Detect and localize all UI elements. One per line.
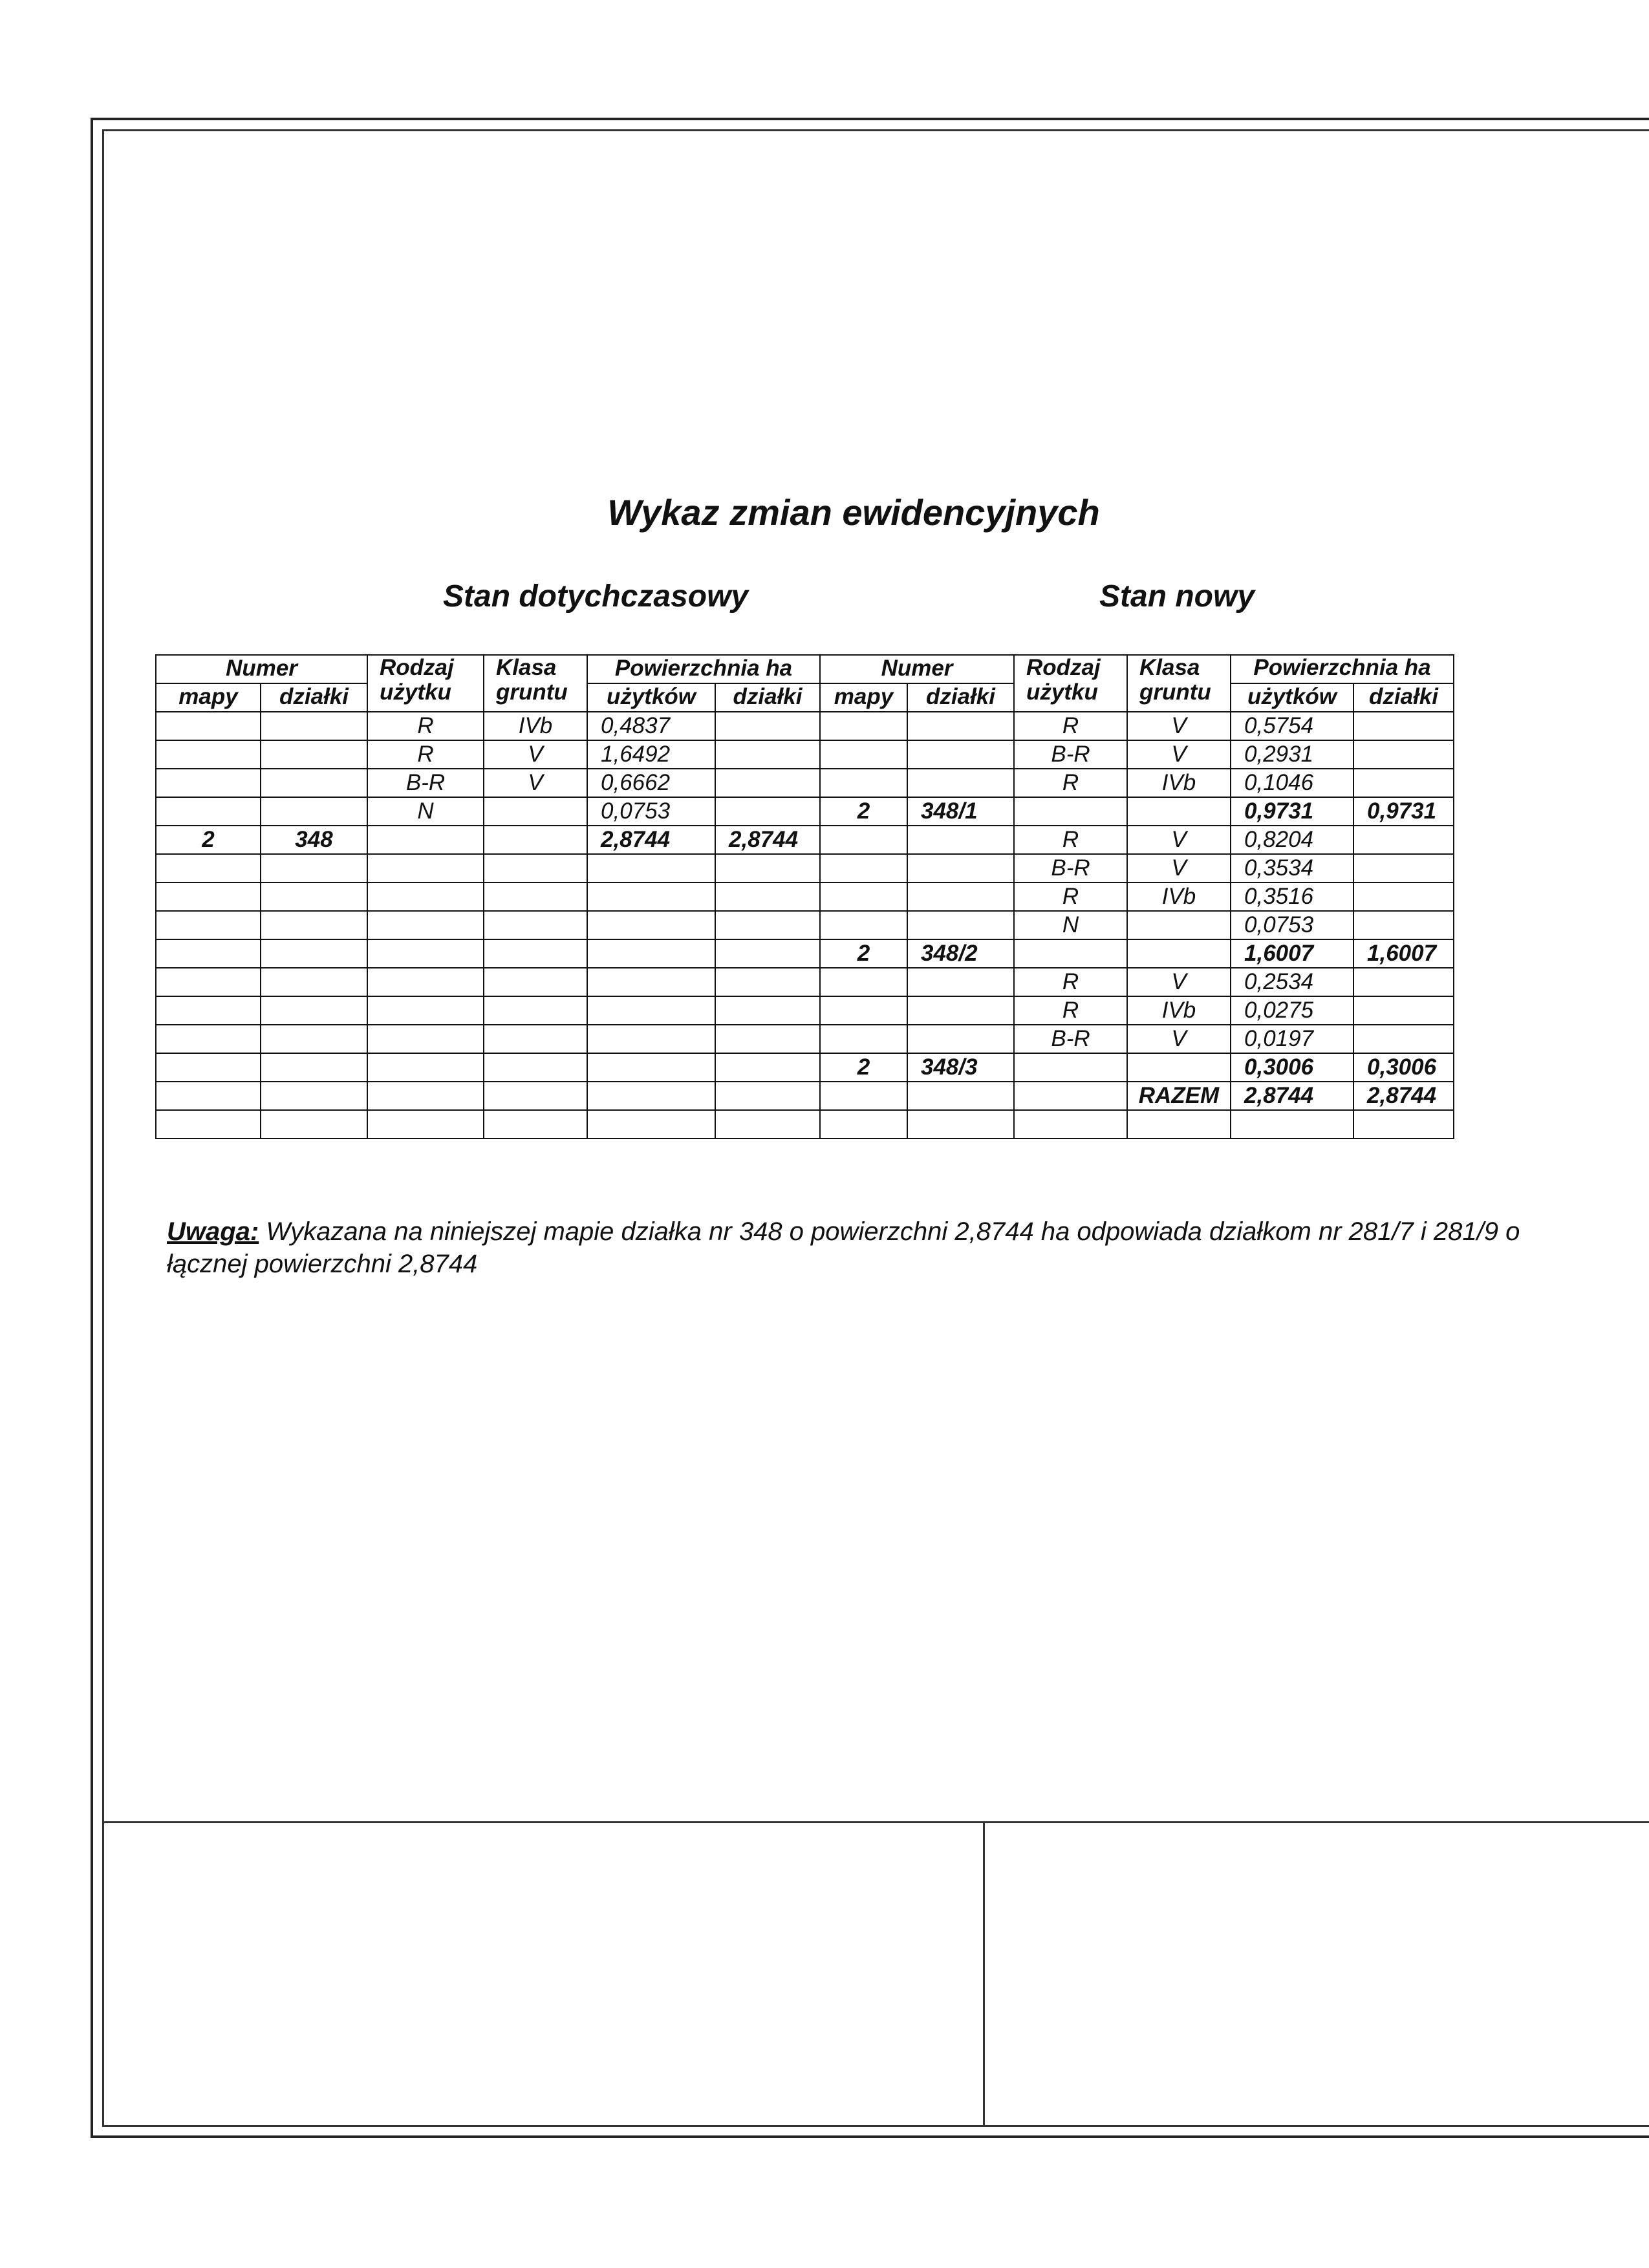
- cell-old-dzialki-pow: [715, 1025, 820, 1053]
- cell-new-mapy: 2: [820, 797, 907, 826]
- cell-old-klasa: [484, 1053, 587, 1082]
- cell-new-rodzaj: R: [1014, 712, 1127, 740]
- cell-new-mapy: [820, 968, 907, 996]
- cell-old-rodzaj: [367, 1025, 484, 1053]
- cell-old-uzytkow: 0,6662: [587, 769, 715, 797]
- cell-old-dzialki: [261, 740, 367, 769]
- header-dzialki-new: działki: [907, 683, 1014, 712]
- cell-old-uzytkow: [587, 968, 715, 996]
- cell-new-klasa: IVb: [1127, 769, 1231, 797]
- cell-new-dzialki-pow: 2,8744: [1353, 1082, 1454, 1110]
- cell-old-klasa: IVb: [484, 712, 587, 740]
- cell-old-dzialki-pow: [715, 1053, 820, 1082]
- cell-new-dzialki-pow: [1353, 826, 1454, 854]
- table-row: [156, 712, 1454, 740]
- cell-old-klasa: [484, 1082, 587, 1110]
- table-row: [156, 911, 1454, 939]
- cell-old-mapy: [156, 911, 261, 939]
- cell-new-klasa: V: [1127, 826, 1231, 854]
- cell-old-uzytkow: 0,0753: [587, 797, 715, 826]
- cell-new-uzytkow: 0,2931: [1231, 740, 1353, 769]
- cell-old-mapy: [156, 1025, 261, 1053]
- title-block-divider: [102, 1821, 1649, 1823]
- cell-old-dzialki-pow: [715, 769, 820, 797]
- header-row-2: [156, 683, 1454, 712]
- cell-new-dzialki: 348/2: [907, 939, 1014, 968]
- cell-old-klasa: [484, 939, 587, 968]
- cell-old-klasa: [484, 883, 587, 911]
- cell-old-dzialki-pow: [715, 911, 820, 939]
- cell-old-rodzaj: R: [367, 712, 484, 740]
- table-row: [156, 939, 1454, 968]
- cell-new-klasa: [1127, 1110, 1231, 1139]
- cell-old-uzytkow: [587, 996, 715, 1025]
- cell-old-rodzaj: R: [367, 740, 484, 769]
- cell-old-dzialki: [261, 854, 367, 883]
- cell-old-dzialki-pow: [715, 883, 820, 911]
- cell-new-dzialki-pow: [1353, 740, 1454, 769]
- cell-old-mapy: 2: [156, 826, 261, 854]
- cell-new-mapy: 2: [820, 939, 907, 968]
- cell-old-dzialki: [261, 911, 367, 939]
- cell-new-rodzaj: R: [1014, 883, 1127, 911]
- table-row: [156, 1025, 1454, 1053]
- table-row: [156, 826, 1454, 854]
- cell-new-dzialki-pow: 0,9731: [1353, 797, 1454, 826]
- cell-new-rodzaj: [1014, 1053, 1127, 1082]
- header-powierzchnia-new: Powierzchnia ha: [1231, 655, 1454, 683]
- cell-new-uzytkow: 2,8744: [1231, 1082, 1353, 1110]
- header-powierzchnia-old: Powierzchnia ha: [587, 655, 820, 683]
- cell-new-mapy: [820, 911, 907, 939]
- cell-new-dzialki: [907, 712, 1014, 740]
- header-numer-new: Numer: [820, 655, 1014, 683]
- cell-old-dzialki-pow: [715, 854, 820, 883]
- cell-old-rodzaj: [367, 1110, 484, 1139]
- cell-new-rodzaj: R: [1014, 826, 1127, 854]
- cell-old-uzytkow: 2,8744: [587, 826, 715, 854]
- cell-old-uzytkow: [587, 1053, 715, 1082]
- cell-new-uzytkow: 0,0753: [1231, 911, 1353, 939]
- cell-new-uzytkow: 0,5754: [1231, 712, 1353, 740]
- cell-new-rodzaj: B-R: [1014, 740, 1127, 769]
- cell-new-mapy: [820, 769, 907, 797]
- cell-old-dzialki: 348: [261, 826, 367, 854]
- cell-new-rodzaj: B-R: [1014, 1025, 1127, 1053]
- cell-old-mapy: [156, 1082, 261, 1110]
- header-dzialki-pow-new: działki: [1353, 683, 1454, 712]
- cell-new-klasa: [1127, 1053, 1231, 1082]
- header-rodzaj-old: Rodzaj użytku: [367, 655, 484, 712]
- cell-new-uzytkow: 0,3516: [1231, 883, 1353, 911]
- cell-new-rodzaj: [1014, 1082, 1127, 1110]
- note-text: Wykazana na niniejszej mapie działka nr 348 o powierzchni 2,8744 ha odpowiada działkom nr 281/7 i 281/9 o łącznej powierzchni 2,8744: [167, 1217, 1520, 1278]
- cell-new-uzytkow: 0,2534: [1231, 968, 1353, 996]
- cell-old-uzytkow: [587, 1082, 715, 1110]
- cell-new-rodzaj: B-R: [1014, 854, 1127, 883]
- cell-old-rodzaj: [367, 996, 484, 1025]
- table-row: [156, 996, 1454, 1025]
- cell-new-mapy: [820, 826, 907, 854]
- title-block-separator: [983, 1823, 985, 2127]
- cell-new-mapy: [820, 854, 907, 883]
- table-row: [156, 854, 1454, 883]
- cell-old-uzytkow: [587, 911, 715, 939]
- cell-old-rodzaj: [367, 911, 484, 939]
- cell-new-rodzaj: R: [1014, 968, 1127, 996]
- cell-old-mapy: [156, 939, 261, 968]
- cell-new-uzytkow: 0,0275: [1231, 996, 1353, 1025]
- cell-old-rodzaj: N: [367, 797, 484, 826]
- table-row: [156, 740, 1454, 769]
- header-mapy-new: mapy: [820, 683, 907, 712]
- cell-new-rodzaj: R: [1014, 996, 1127, 1025]
- table-row: [156, 968, 1454, 996]
- header-row-1: [156, 655, 1454, 683]
- cell-new-dzialki: [907, 740, 1014, 769]
- cell-old-dzialki: [261, 1082, 367, 1110]
- cell-old-dzialki: [261, 712, 367, 740]
- cell-new-dzialki: [907, 1082, 1014, 1110]
- cell-new-uzytkow: 0,3534: [1231, 854, 1353, 883]
- cell-old-rodzaj: [367, 883, 484, 911]
- header-mapy-old: mapy: [156, 683, 261, 712]
- cell-old-rodzaj: B-R: [367, 769, 484, 797]
- stan-dotychczasowy-heading: Stan dotychczasowy: [443, 579, 749, 614]
- cell-old-rodzaj: [367, 968, 484, 996]
- cell-new-klasa: V: [1127, 712, 1231, 740]
- cell-new-rodzaj: [1014, 797, 1127, 826]
- cell-new-dzialki-pow: [1353, 769, 1454, 797]
- cell-new-dzialki-pow: [1353, 854, 1454, 883]
- cell-old-uzytkow: [587, 939, 715, 968]
- cell-old-klasa: [484, 1110, 587, 1139]
- cell-old-dzialki-pow: [715, 996, 820, 1025]
- cell-old-dzialki-pow: [715, 797, 820, 826]
- cell-new-klasa: [1127, 911, 1231, 939]
- cell-old-dzialki: [261, 1053, 367, 1082]
- cell-old-dzialki: [261, 939, 367, 968]
- table-row: [156, 1110, 1454, 1139]
- cell-new-klasa: RAZEM: [1127, 1082, 1231, 1110]
- changes-table: [155, 654, 1454, 1139]
- cell-new-dzialki: [907, 1025, 1014, 1053]
- cell-old-klasa: [484, 911, 587, 939]
- header-dzialki-pow-old: działki: [715, 683, 820, 712]
- cell-old-uzytkow: [587, 883, 715, 911]
- cell-old-mapy: [156, 854, 261, 883]
- header-uzytkow-new: użytków: [1231, 683, 1353, 712]
- note: [167, 1215, 1525, 1280]
- cell-new-dzialki: [907, 883, 1014, 911]
- cell-old-dzialki: [261, 797, 367, 826]
- cell-old-mapy: [156, 996, 261, 1025]
- header-dzialki-old: działki: [261, 683, 367, 712]
- cell-old-uzytkow: 0,4837: [587, 712, 715, 740]
- cell-new-klasa: V: [1127, 740, 1231, 769]
- stan-nowy-heading: Stan nowy: [1099, 579, 1255, 614]
- cell-new-dzialki: [907, 911, 1014, 939]
- cell-old-dzialki: [261, 769, 367, 797]
- cell-new-dzialki-pow: [1353, 968, 1454, 996]
- cell-new-klasa: IVb: [1127, 883, 1231, 911]
- cell-old-dzialki-pow: [715, 740, 820, 769]
- cell-new-mapy: [820, 1025, 907, 1053]
- cell-old-mapy: [156, 968, 261, 996]
- cell-new-uzytkow: [1231, 1110, 1353, 1139]
- cell-new-uzytkow: 0,3006: [1231, 1053, 1353, 1082]
- cell-new-uzytkow: 0,8204: [1231, 826, 1353, 854]
- cell-old-dzialki-pow: [715, 1082, 820, 1110]
- header-uzytkow-old: użytków: [587, 683, 715, 712]
- cell-new-klasa: [1127, 797, 1231, 826]
- cell-new-klasa: V: [1127, 1025, 1231, 1053]
- cell-old-rodzaj: [367, 939, 484, 968]
- cell-new-rodzaj: [1014, 1110, 1127, 1139]
- cell-old-uzytkow: [587, 854, 715, 883]
- cell-old-mapy: [156, 883, 261, 911]
- cell-new-dzialki: [907, 968, 1014, 996]
- cell-old-klasa: V: [484, 740, 587, 769]
- cell-new-dzialki-pow: 0,3006: [1353, 1053, 1454, 1082]
- cell-old-mapy: [156, 769, 261, 797]
- table-row: [156, 769, 1454, 797]
- cell-old-mapy: [156, 797, 261, 826]
- cell-old-dzialki-pow: [715, 1110, 820, 1139]
- cell-new-klasa: V: [1127, 854, 1231, 883]
- cell-new-mapy: [820, 883, 907, 911]
- cell-old-dzialki-pow: [715, 939, 820, 968]
- cell-new-dzialki: 348/1: [907, 797, 1014, 826]
- cell-new-mapy: [820, 996, 907, 1025]
- cell-new-uzytkow: 0,0197: [1231, 1025, 1353, 1053]
- cell-new-dzialki: [907, 769, 1014, 797]
- cell-old-dzialki: [261, 1025, 367, 1053]
- cell-new-dzialki: [907, 1110, 1014, 1139]
- cell-new-rodzaj: N: [1014, 911, 1127, 939]
- cell-old-uzytkow: [587, 1110, 715, 1139]
- cell-new-rodzaj: R: [1014, 769, 1127, 797]
- cell-new-uzytkow: 0,9731: [1231, 797, 1353, 826]
- cell-new-dzialki: [907, 826, 1014, 854]
- cell-old-klasa: V: [484, 769, 587, 797]
- header-numer-old: Numer: [156, 655, 367, 683]
- cell-new-dzialki-pow: [1353, 883, 1454, 911]
- cell-new-dzialki: [907, 854, 1014, 883]
- cell-old-klasa: [484, 826, 587, 854]
- cell-new-dzialki-pow: [1353, 1025, 1454, 1053]
- cell-new-mapy: 2: [820, 1053, 907, 1082]
- table-row: [156, 1053, 1454, 1082]
- cell-old-mapy: [156, 1053, 261, 1082]
- cell-new-rodzaj: [1014, 939, 1127, 968]
- cell-new-dzialki-pow: [1353, 996, 1454, 1025]
- cell-new-klasa: IVb: [1127, 996, 1231, 1025]
- cell-new-mapy: [820, 740, 907, 769]
- cell-old-dzialki: [261, 996, 367, 1025]
- cell-new-uzytkow: 1,6007: [1231, 939, 1353, 968]
- cell-new-dzialki-pow: [1353, 911, 1454, 939]
- cell-old-mapy: [156, 1110, 261, 1139]
- cell-old-uzytkow: 1,6492: [587, 740, 715, 769]
- cell-old-rodzaj: [367, 1082, 484, 1110]
- cell-new-uzytkow: 0,1046: [1231, 769, 1353, 797]
- cell-old-rodzaj: [367, 1053, 484, 1082]
- cell-old-mapy: [156, 712, 261, 740]
- cell-new-dzialki: 348/3: [907, 1053, 1014, 1082]
- cell-new-dzialki: [907, 996, 1014, 1025]
- cell-new-mapy: [820, 1082, 907, 1110]
- cell-old-rodzaj: [367, 854, 484, 883]
- cell-new-mapy: [820, 712, 907, 740]
- table-row: [156, 1082, 1454, 1110]
- cell-old-dzialki-pow: 2,8744: [715, 826, 820, 854]
- header-rodzaj-new: Rodzaj użytku: [1014, 655, 1127, 712]
- cell-old-klasa: [484, 968, 587, 996]
- cell-new-klasa: V: [1127, 968, 1231, 996]
- document-title: Wykaz zmian ewidencyjnych: [607, 492, 1100, 533]
- cell-old-rodzaj: [367, 826, 484, 854]
- cell-new-klasa: [1127, 939, 1231, 968]
- header-klasa-new: Klasa gruntu: [1127, 655, 1231, 712]
- cell-old-klasa: [484, 1025, 587, 1053]
- cell-old-uzytkow: [587, 1025, 715, 1053]
- cell-old-klasa: [484, 797, 587, 826]
- cell-old-klasa: [484, 996, 587, 1025]
- cell-old-dzialki: [261, 968, 367, 996]
- cell-old-dzialki-pow: [715, 968, 820, 996]
- cell-new-dzialki-pow: [1353, 1110, 1454, 1139]
- table-row: [156, 797, 1454, 826]
- cell-old-klasa: [484, 854, 587, 883]
- cell-new-dzialki-pow: 1,6007: [1353, 939, 1454, 968]
- table-row: [156, 883, 1454, 911]
- cell-old-dzialki: [261, 1110, 367, 1139]
- note-label: Uwaga:: [167, 1217, 259, 1246]
- cell-new-dzialki-pow: [1353, 712, 1454, 740]
- cell-new-mapy: [820, 1110, 907, 1139]
- cell-old-dzialki: [261, 883, 367, 911]
- header-klasa-old: Klasa gruntu: [484, 655, 587, 712]
- cell-old-dzialki-pow: [715, 712, 820, 740]
- cell-old-mapy: [156, 740, 261, 769]
